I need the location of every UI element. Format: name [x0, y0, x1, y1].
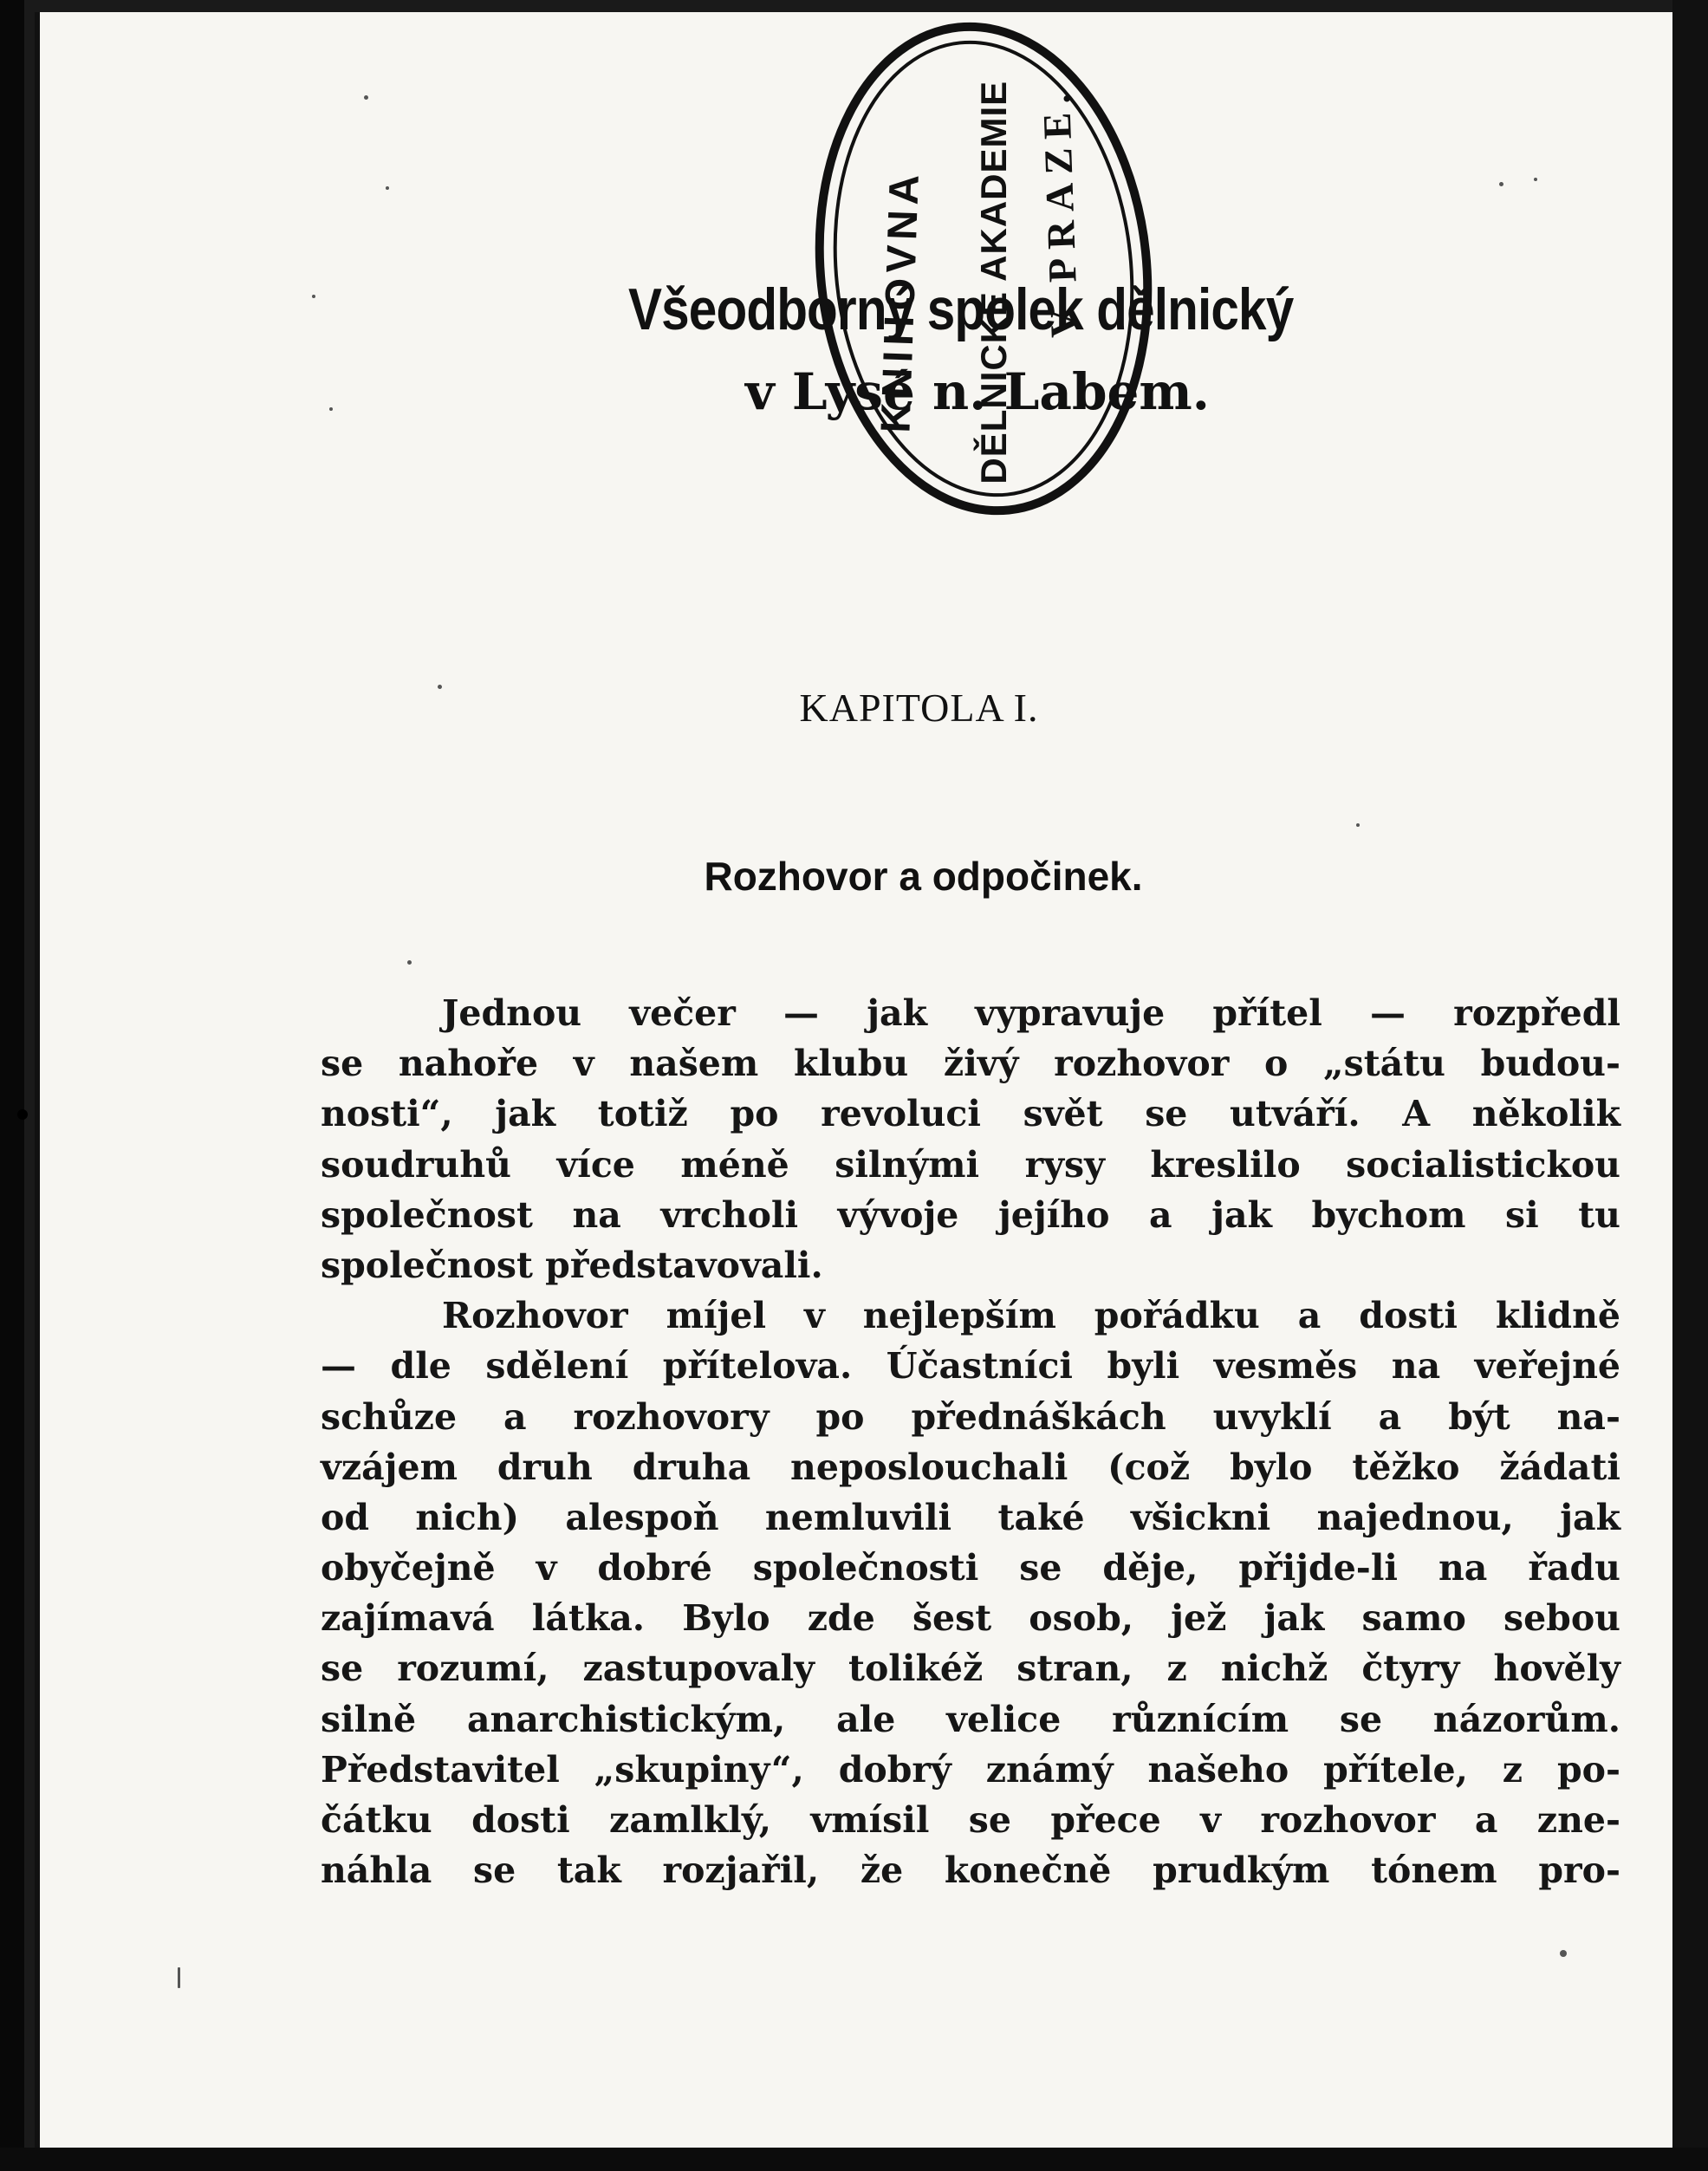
text-line: zajímavá látka. Bylo zde šest osob, jež jak samo sebou — [321, 1597, 1620, 1640]
scan-speck — [364, 95, 368, 100]
scan-speck — [1534, 178, 1537, 181]
scan-speck — [407, 960, 412, 965]
scan-speck — [312, 295, 315, 298]
text-line: nosti“, jak totiž po revoluci svět se utváří. A několik — [321, 1093, 1620, 1135]
text-line: se rozumí, zastupovaly tolikéž stran, z nichž čtyry hověly — [321, 1648, 1620, 1690]
text-line: vzájem druh druha neposlouchali (což bylo těžko žádati — [321, 1446, 1620, 1488]
scan-speck — [386, 186, 389, 190]
text-line: Rozhovor míjel v nejlepším pořádku a dosti klidně — [442, 1295, 1620, 1337]
text-line: Představitel „skupiny“, dobrý známý našeho přítele, z po- — [321, 1748, 1620, 1791]
text-line: společnost na vrcholi vývoje jejího a jak bychom si tu — [321, 1193, 1620, 1236]
scan-speck — [438, 685, 442, 689]
text-line: silně anarchistickým, ale velice různícím se názorům. — [321, 1698, 1620, 1740]
text-line: schůze a rozhovory po přednáškách uvyklí a být na- — [321, 1395, 1620, 1438]
scan-speck — [1356, 823, 1360, 827]
scan-speck — [178, 1967, 180, 1988]
text-line: Jednou večer — jak vypravuje přítel — rozpředl — [442, 992, 1620, 1034]
text-line: obyčejně v dobré společnosti se děje, přijde-li na řadu — [321, 1547, 1620, 1589]
text-line: soudruhů více méně silnými rysy kreslilo socialistickou — [321, 1143, 1620, 1186]
scan-speck — [17, 1109, 28, 1120]
text-line: se nahoře v našem klubu živý rozhovor o „státu budou- — [321, 1043, 1620, 1085]
text-line: čátku dosti zamlklý, vmísil se přece v rozhovor a zne- — [321, 1799, 1620, 1841]
body-text — [321, 988, 1620, 1895]
stamp-inner-text: DĚLNICKÉ AKADEMIE — [973, 80, 1015, 484]
text-line: — dle sdělení přítelova. Účastníci byli vesměs na veřejné — [321, 1345, 1620, 1388]
text-line: náhla se tak rozjařil, že konečně prudkým tónem pro- — [321, 1849, 1620, 1892]
chapter-heading: KAPITOLA I. — [799, 686, 1039, 730]
scan-speck — [329, 407, 333, 411]
scan-bottom-edge — [0, 2148, 1708, 2171]
society-location: v Lysé n. Labem. — [745, 362, 1210, 421]
text-line: společnost představovali. — [321, 1244, 823, 1286]
stamp-city-text: V PRAZE. — [1033, 84, 1087, 339]
scan-right-edge — [1672, 0, 1708, 2171]
section-title: Rozhovor a odpočinek. — [704, 854, 1143, 899]
society-name: Všeodborný spolek dělnický — [628, 276, 1294, 342]
scan-speck — [1499, 182, 1503, 186]
scan-speck — [1560, 1950, 1567, 1957]
stamp-outer-text: KNIHOVNA — [873, 168, 928, 434]
scan-left-edge — [0, 0, 24, 2171]
text-line: od nich) alespoň nemluvili také všickni najednou, jak — [321, 1496, 1620, 1538]
library-stamp — [785, 1, 1182, 537]
